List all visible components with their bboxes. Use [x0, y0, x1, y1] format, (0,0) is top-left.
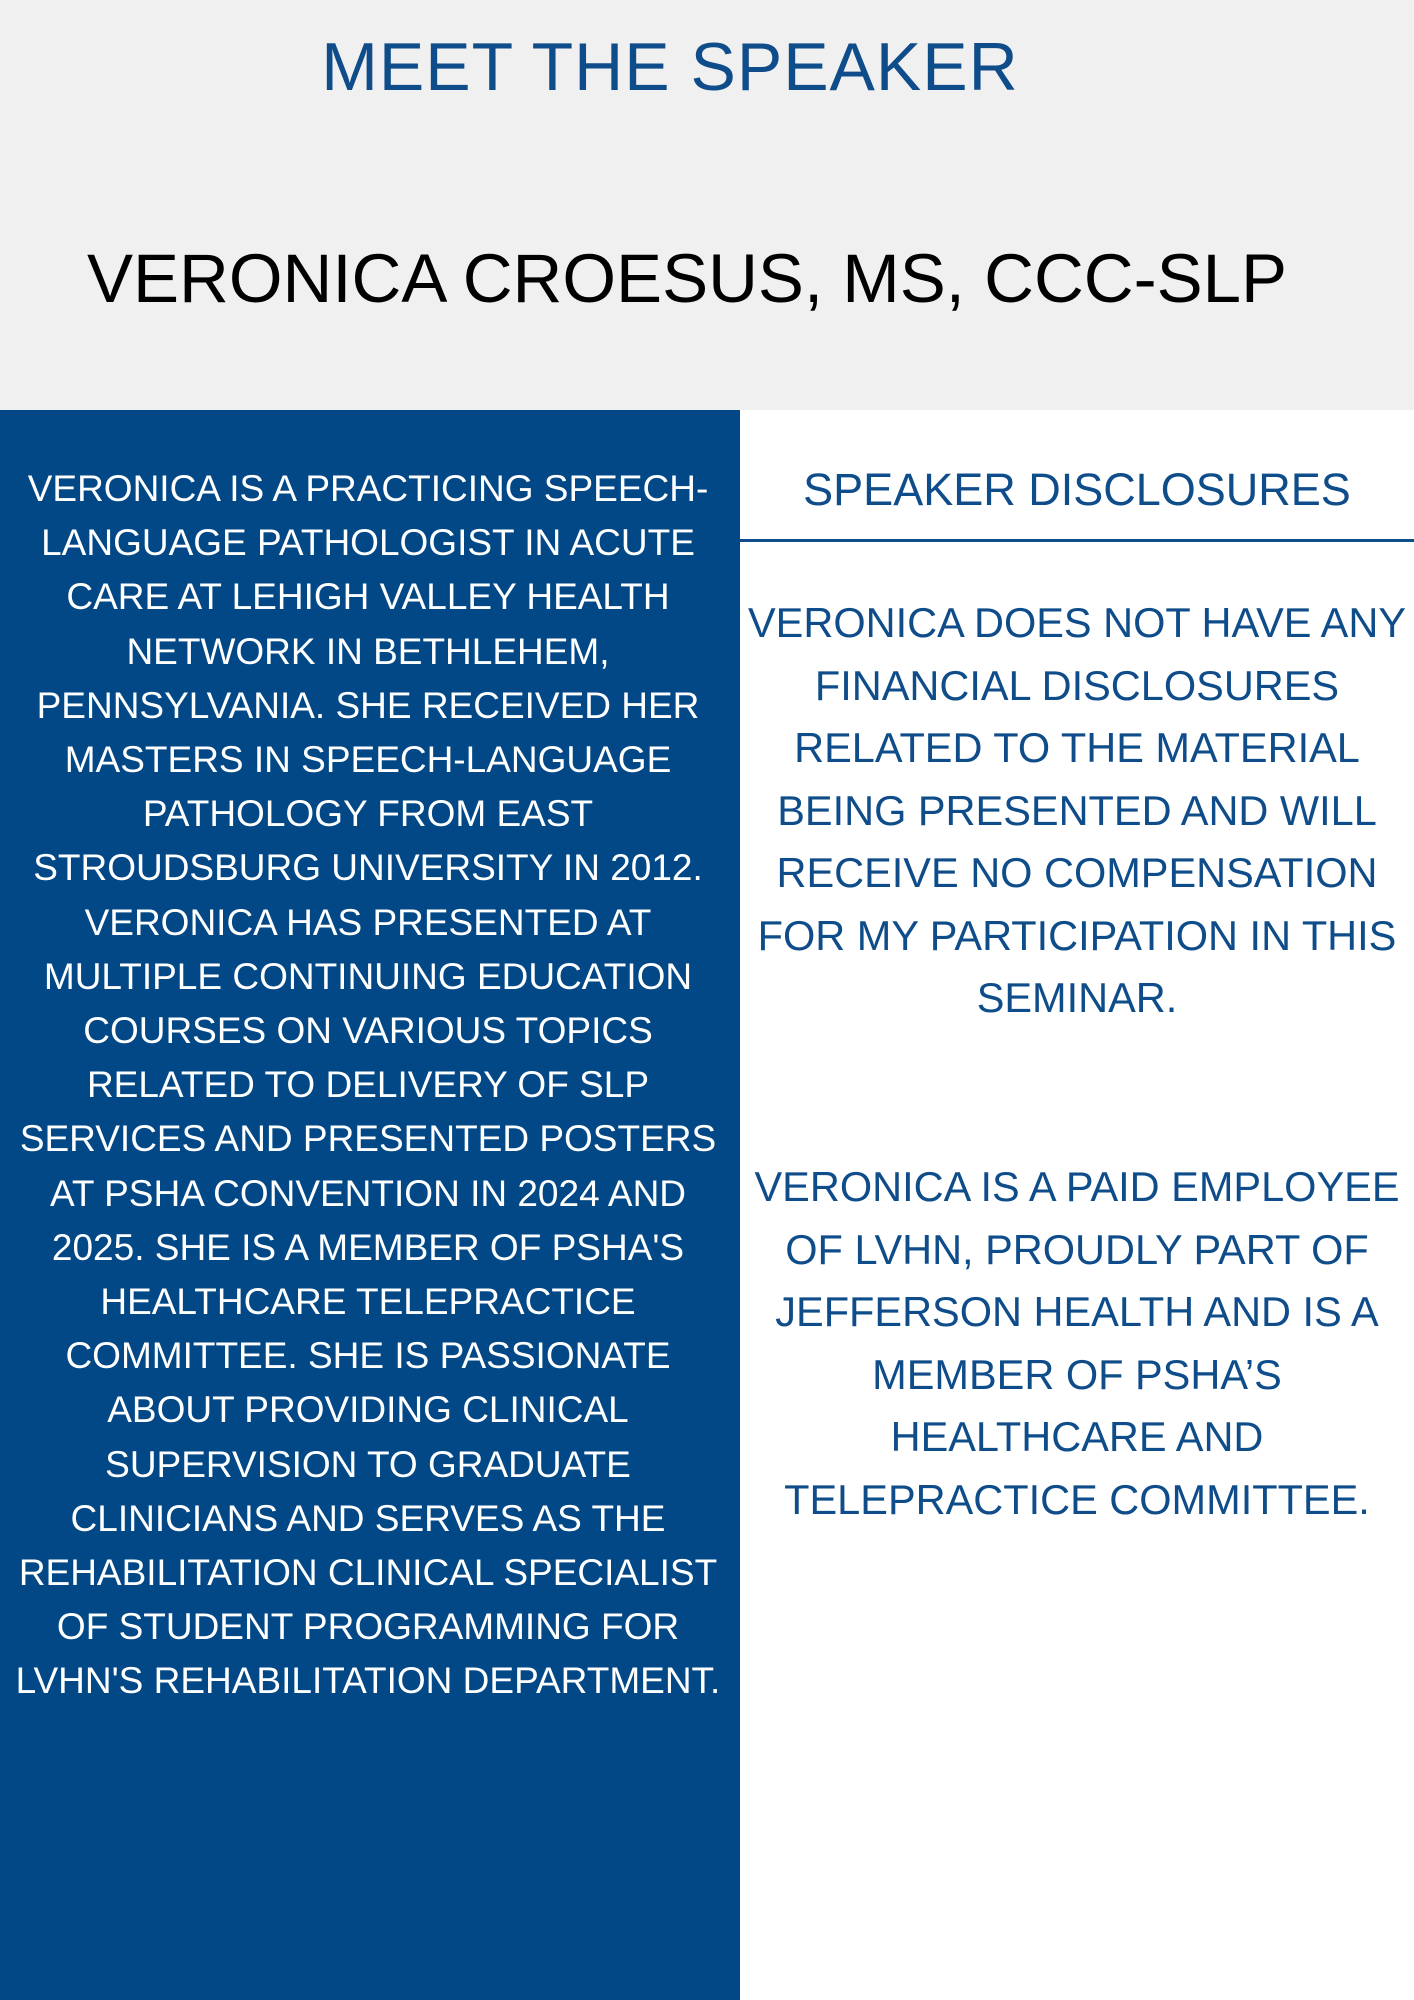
bio-panel — [0, 410, 740, 2000]
nonfinancial-disclosure: VERONICA IS A PAID EMPLOYEE OF LVHN, PROUDLY PART OF JEFFERSON HEALTH AND IS A MEMBER OF PSHA’S HEALTHCARE AND TELEPRACTICE COMMITTEE. — [754, 1163, 1400, 1523]
financial-disclosure: VERONICA DOES NOT HAVE ANY FINANCIAL DISCLOSURES RELATED TO THE MATERIAL BEING PRESENTED AND WILL RECEIVE NO COMPENSATION FOR MY PARTICIPATION IN THIS SEMINAR. — [747, 599, 1407, 1021]
speaker-name: VERONICA CROESUS, MS, CCC-SLP — [86, 240, 1288, 317]
divider — [740, 539, 1414, 542]
page-title: MEET THE SPEAKER — [321, 29, 1019, 105]
header-section — [0, 0, 1414, 410]
speaker-bio: VERONICA IS A PRACTICING SPEECH- LANGUAGE PATHOLOGIST IN ACUTE CARE AT LEHIGH VALLEY HEALTH NETWORK IN BETHLEHEM, PENNSYLVANIA. SHE RECEIVED HER MASTERS IN SPEECH-LANGUAGE PATHOLOGY FROM EAST STROUDSBURG UNIVERSITY IN 2012. VERONICA HAS PRESENTED AT MULTIPLE CONTINUING EDUCATION COURSES ON VARIOUS TOPICS RELATED TO DELIVERY OF SLP SERVICES AND PRESENTED POSTERS AT PSHA CONVENTION IN 2024 AND 2025. SHE IS A MEMBER OF PSHA'S HEALTHCARE TELEPRACTICE COMMITTEE. SHE IS PASSIONATE ABOUT PROVIDING CLINICAL SUPERVISION TO GRADUATE CLINICIANS AND SERVES AS THE REHABILITATION CLINICAL SPECIALIST OF STUDENT PROGRAMMING FOR LVHN'S REHABILITATION DEPARTMENT. — [15, 468, 721, 1702]
disclosures-panel — [740, 410, 1414, 2000]
disclosures-heading: SPEAKER DISCLOSURES — [803, 464, 1351, 515]
